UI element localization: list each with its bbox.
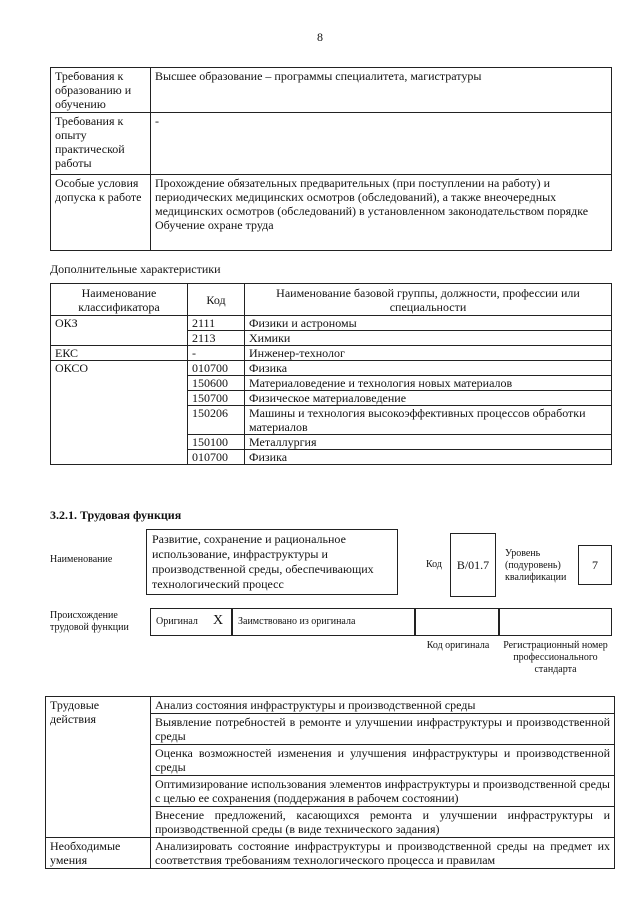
requirement-label: Особые условия допуска к работе xyxy=(51,175,151,251)
original-cell xyxy=(150,608,232,636)
header-name: Наименование базовой группы, должности, профессии или специальности xyxy=(245,284,612,316)
function-name-box: Развитие, сохранение и рациональное использование, инфраструктуры и производственной среды, обеспечивающих технологический процесс xyxy=(146,529,398,595)
level-box: 7 xyxy=(578,545,612,585)
code-label: Код xyxy=(426,559,442,570)
name-cell: Инженер-технолог xyxy=(245,346,612,361)
requirement-value: Высшее образование – программы специалитета, магистратуры xyxy=(151,68,612,113)
actions-table xyxy=(45,696,615,869)
action-item: Выявление потребностей в ремонте и улучшении инфраструктуры и производственной среды xyxy=(151,714,615,745)
header-code: Код xyxy=(188,284,245,316)
code-cell: 010700 xyxy=(188,361,245,376)
action-item: Анализ состояния инфраструктуры и производственной среды xyxy=(151,697,615,714)
table-row xyxy=(51,346,612,361)
name-cell: Химики xyxy=(245,331,612,346)
action-item: Оптимизирование использования элементов инфраструктуры и производственной среды с целью ее сохранения (поддержания в рабочем состоянии) xyxy=(151,776,615,807)
classifier-cell: ОКСО xyxy=(51,361,188,465)
requirements-table xyxy=(50,67,612,251)
code-cell: 150100 xyxy=(188,435,245,450)
code-original-cell xyxy=(415,608,499,636)
name-cell: Физики и астрономы xyxy=(245,316,612,331)
classifier-cell: ЕКС xyxy=(51,346,188,361)
reg-number-cell xyxy=(499,608,612,636)
table-row xyxy=(51,316,612,331)
borrowed-label: Заимствовано из оригинала xyxy=(238,616,356,627)
requirement-value-extra: Обучение охране труда xyxy=(155,218,274,232)
header-classifier: Наименование классификатора xyxy=(51,284,188,316)
name-cell: Металлургия xyxy=(245,435,612,450)
table-row xyxy=(51,361,612,376)
action-item: Оценка возможностей изменения и улучшения инфраструктуры и производственной среды xyxy=(151,745,615,776)
code-cell: 150700 xyxy=(188,391,245,406)
borrowed-cell xyxy=(232,608,415,636)
reg-number-caption: Регистрационный номер профессионального стандарта xyxy=(503,640,608,675)
requirement-row xyxy=(51,113,612,175)
skills-label: Необходимые умения xyxy=(46,838,151,869)
name-cell: Материаловедение и технология новых материалов xyxy=(245,376,612,391)
requirement-row xyxy=(51,175,612,251)
skill-item: Анализировать состояние инфраструктуры и производственной среды на предмет их соответствия требованиям технологического процесса и правилам xyxy=(151,838,615,869)
requirement-value: Прохождение обязательных предварительных (при поступлении на работу) и периодических медицинских осмотров (обследований), а также внеочередных медицинских осмотров (обследований) в установленном законодательством порядке xyxy=(155,176,589,218)
name-cell: Физика xyxy=(245,450,612,465)
requirement-label: Требования к образованию и обучению xyxy=(51,68,151,113)
code-cell: - xyxy=(188,346,245,361)
classifier-cell: ОКЗ xyxy=(51,316,188,346)
origin-label: Происхождение трудовой функции xyxy=(50,610,129,633)
name-cell: Физика xyxy=(245,361,612,376)
page-number: 8 xyxy=(317,30,323,44)
additional-title: Дополнительные характеристики xyxy=(50,262,221,276)
name-cell: Физическое материаловедение xyxy=(245,391,612,406)
table-row xyxy=(46,697,615,714)
table-row xyxy=(46,838,615,869)
classifier-table xyxy=(50,283,612,465)
code-cell: 150600 xyxy=(188,376,245,391)
classifier-header-row xyxy=(51,284,612,316)
actions-label: Трудовые действия xyxy=(46,697,151,838)
name-cell: Машины и технология высокоэффективных процессов обработки материалов xyxy=(245,406,612,435)
name-label: Наименование xyxy=(50,554,113,565)
code-cell: 2113 xyxy=(188,331,245,346)
requirement-label: Требования к опыту практической работы xyxy=(51,113,151,175)
requirement-value: - xyxy=(151,113,612,175)
code-cell: 010700 xyxy=(188,450,245,465)
original-label: Оригинал xyxy=(156,616,198,627)
code-cell: 150206 xyxy=(188,406,245,435)
level-label: Уровень (подуровень) квалификации xyxy=(505,548,567,583)
action-item: Внесение предложений, касающихся ремонта и улучшении инфраструктуры и производственной среды (в виде технического задания) xyxy=(151,807,615,838)
section-title: 3.2.1. Трудовая функция xyxy=(50,508,182,522)
function-code-box: B/01.7 xyxy=(450,533,496,597)
requirement-row xyxy=(51,68,612,113)
original-mark: X xyxy=(213,613,224,628)
code-original-caption: Код оригинала xyxy=(426,640,490,651)
code-cell: 2111 xyxy=(188,316,245,331)
